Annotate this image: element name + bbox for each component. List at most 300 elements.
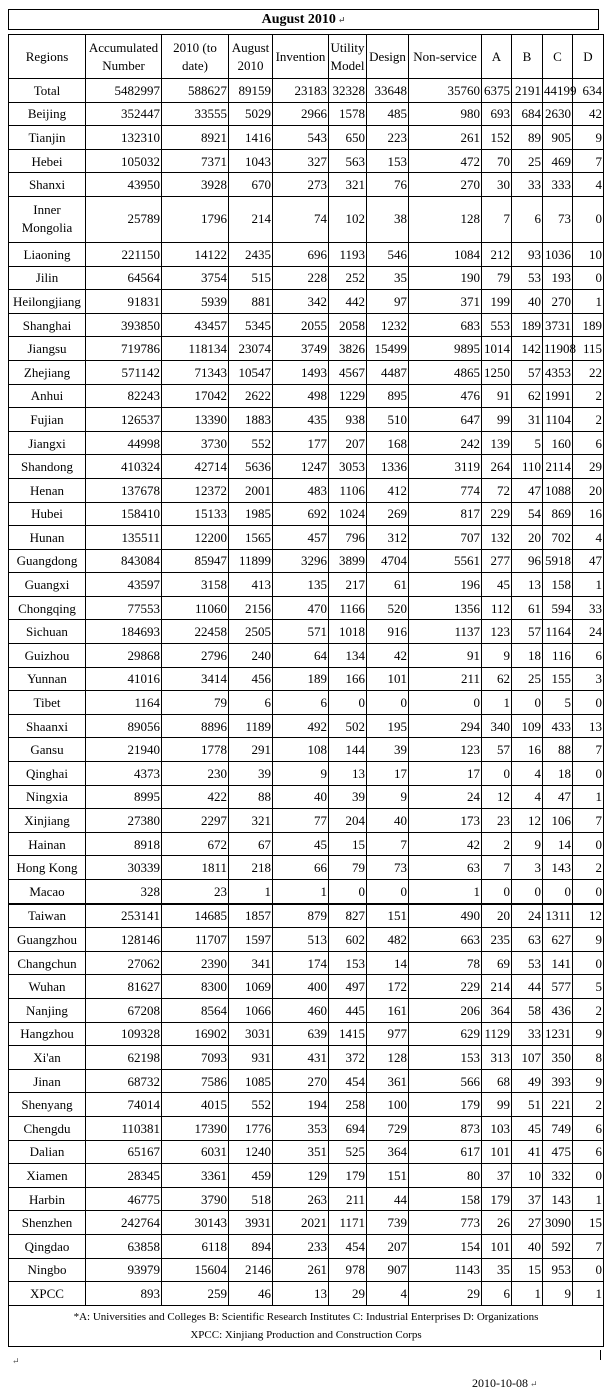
value-cell: 7 [573,1234,604,1258]
value-cell: 17390 [162,1116,229,1140]
value-cell: 498 [273,384,329,408]
value-cell: 73 [367,856,409,880]
table-row [9,102,604,126]
value-cell: 189 [512,313,543,337]
value-cell: 91 [482,384,512,408]
value-cell: 24 [512,904,543,928]
value-cell: 33 [573,596,604,620]
value-cell: 483 [273,478,329,502]
value-cell: 30143 [162,1211,229,1235]
table-row [9,667,604,691]
region-cell: Total [9,79,86,103]
value-cell: 13 [573,714,604,738]
value-cell: 634 [573,79,604,103]
value-cell: 445 [329,998,367,1022]
table-row [9,596,604,620]
table-row [9,149,604,173]
value-cell: 1416 [229,126,273,150]
value-cell: 470 [273,596,329,620]
table-row [9,290,604,314]
value-cell: 454 [329,1234,367,1258]
value-cell: 4704 [367,549,409,573]
value-cell: 3790 [162,1187,229,1211]
table-row [9,455,604,479]
value-cell: 707 [409,526,482,550]
value-cell: 38 [367,196,409,242]
value-cell: 291 [229,738,273,762]
value-cell: 63 [512,928,543,952]
value-cell: 141 [543,951,573,975]
value-cell: 893 [86,1282,162,1306]
value-cell: 895 [367,384,409,408]
value-cell: 827 [329,904,367,928]
value-cell: 177 [273,431,329,455]
value-cell: 6118 [162,1234,229,1258]
value-cell: 101 [482,1140,512,1164]
table-row [9,173,604,197]
value-cell: 134 [329,644,367,668]
value-cell: 33 [512,1022,543,1046]
value-cell: 16902 [162,1022,229,1046]
value-cell: 4487 [367,360,409,384]
value-cell: 258 [329,1093,367,1117]
region-cell: Qinghai [9,762,86,786]
table-row [9,242,604,266]
value-cell: 2435 [229,242,273,266]
value-cell: 442 [329,290,367,314]
value-cell: 24 [573,620,604,644]
value-cell: 433 [543,714,573,738]
value-cell: 13 [512,573,543,597]
value-cell: 327 [273,149,329,173]
region-cell: Henan [9,478,86,502]
table-row [9,526,604,550]
value-cell: 4353 [543,360,573,384]
value-cell: 0 [329,691,367,715]
value-cell: 1129 [482,1022,512,1046]
value-cell: 143 [543,1187,573,1211]
value-cell: 28345 [86,1164,162,1188]
value-cell: 12372 [162,478,229,502]
value-cell: 729 [367,1116,409,1140]
value-cell: 195 [367,714,409,738]
value-cell: 2 [573,998,604,1022]
value-cell: 89056 [86,714,162,738]
value-cell: 0 [329,880,367,904]
value-cell: 3749 [273,337,329,361]
value-cell: 977 [367,1022,409,1046]
value-cell: 42 [409,832,482,856]
value-cell: 79 [329,856,367,880]
value-cell: 158 [409,1187,482,1211]
region-cell: XPCC [9,1282,86,1306]
value-cell: 3826 [329,337,367,361]
region-cell: Sichuan [9,620,86,644]
value-cell: 873 [409,1116,482,1140]
value-cell: 907 [367,1258,409,1282]
value-cell: 321 [229,809,273,833]
value-cell: 7371 [162,149,229,173]
value-cell: 199 [482,290,512,314]
table-row [9,408,604,432]
table-row [9,1187,604,1211]
value-cell: 3 [512,856,543,880]
region-cell: Hunan [9,526,86,550]
value-cell: 2 [482,832,512,856]
value-cell: 128 [367,1046,409,1070]
value-cell: 228 [273,266,329,290]
value-cell: 12 [573,904,604,928]
value-cell: 0 [367,691,409,715]
value-cell: 435 [273,408,329,432]
value-cell: 7 [482,856,512,880]
value-cell: 99 [482,1093,512,1117]
region-cell: Beijing [9,102,86,126]
value-cell: 1778 [162,738,229,762]
value-cell: 270 [273,1069,329,1093]
value-cell: 9 [273,762,329,786]
value-cell: 35 [482,1258,512,1282]
value-cell: 57 [512,620,543,644]
value-cell: 12 [482,785,512,809]
value-cell: 8918 [86,832,162,856]
value-cell: 45 [482,573,512,597]
value-cell: 10547 [229,360,273,384]
value-cell: 2796 [162,644,229,668]
value-cell: 1857 [229,904,273,928]
value-cell: 1018 [329,620,367,644]
value-cell: 592 [543,1234,573,1258]
value-cell: 8300 [162,975,229,999]
value-cell: 207 [367,1234,409,1258]
value-cell: 1137 [409,620,482,644]
value-cell: 0 [573,880,604,904]
value-cell: 3414 [162,667,229,691]
value-cell: 0 [573,266,604,290]
value-cell: 179 [329,1164,367,1188]
value-cell: 223 [367,126,409,150]
paragraph-mark-icon: ↵ [337,15,346,25]
value-cell: 153 [367,149,409,173]
value-cell: 905 [543,126,573,150]
value-cell: 44998 [86,431,162,455]
value-cell: 63858 [86,1234,162,1258]
value-cell: 1 [573,573,604,597]
value-cell: 172 [367,975,409,999]
value-cell: 68 [482,1069,512,1093]
value-cell: 67208 [86,998,162,1022]
value-cell: 35 [367,266,409,290]
table-row [9,549,604,573]
value-cell: 6 [229,691,273,715]
value-cell: 65167 [86,1140,162,1164]
table-title [8,9,599,30]
value-cell: 80 [409,1164,482,1188]
value-cell: 9 [573,928,604,952]
region-cell: Fujian [9,408,86,432]
value-cell: 14122 [162,242,229,266]
value-cell: 64 [273,644,329,668]
value-cell: 1796 [162,196,229,242]
region-cell: Guangxi [9,573,86,597]
value-cell: 88 [229,785,273,809]
region-cell: Yunnan [9,667,86,691]
value-cell: 123 [482,620,512,644]
value-cell: 2622 [229,384,273,408]
value-cell: 739 [367,1211,409,1235]
value-cell: 393850 [86,313,162,337]
value-cell: 6 [482,1282,512,1306]
value-cell: 683 [409,313,482,337]
value-cell: 1164 [543,620,573,644]
value-cell: 1231 [543,1022,573,1046]
table-row [9,951,604,975]
table-row [9,928,604,952]
value-cell: 1985 [229,502,273,526]
value-cell: 0 [573,951,604,975]
value-cell: 0 [367,880,409,904]
value-cell: 217 [329,573,367,597]
value-cell: 54 [512,502,543,526]
value-cell: 1247 [273,455,329,479]
value-cell: 364 [367,1140,409,1164]
value-cell: 112 [482,596,512,620]
value-cell: 1 [482,691,512,715]
region-cell: Hangzhou [9,1022,86,1046]
table-row [9,809,604,833]
table-row [9,644,604,668]
value-cell: 240 [229,644,273,668]
value-cell: 74014 [86,1093,162,1117]
value-cell: 62 [482,667,512,691]
value-cell: 7 [573,149,604,173]
value-cell: 13 [329,762,367,786]
value-cell: 207 [329,431,367,455]
table-row [9,79,604,103]
value-cell: 79 [162,691,229,715]
value-cell: 57 [482,738,512,762]
value-cell: 294 [409,714,482,738]
value-cell: 2191 [512,79,543,103]
value-cell: 129 [273,1164,329,1188]
value-cell: 23183 [273,79,329,103]
table-row [9,431,604,455]
value-cell: 14 [367,951,409,975]
table-row [9,832,604,856]
value-cell: 81627 [86,975,162,999]
value-cell: 229 [482,502,512,526]
value-cell: 422 [162,785,229,809]
value-cell: 5345 [229,313,273,337]
value-cell: 364 [482,998,512,1022]
region-cell: Ningbo [9,1258,86,1282]
value-cell: 3031 [229,1022,273,1046]
value-cell: 352447 [86,102,162,126]
value-cell: 194 [273,1093,329,1117]
value-cell: 242764 [86,1211,162,1235]
value-cell: 894 [229,1234,273,1258]
value-cell: 6 [273,691,329,715]
value-cell: 206 [409,998,482,1022]
value-cell: 11908 [543,337,573,361]
value-cell: 647 [409,408,482,432]
value-cell: 89159 [229,79,273,103]
value-cell: 2 [573,384,604,408]
value-cell: 552 [229,431,273,455]
value-cell: 773 [409,1211,482,1235]
value-cell: 333 [543,173,573,197]
table-row [9,196,604,242]
value-cell: 5029 [229,102,273,126]
value-cell: 3731 [543,313,573,337]
value-cell: 61 [367,573,409,597]
value-cell: 46775 [86,1187,162,1211]
value-cell: 4865 [409,360,482,384]
value-cell: 89 [512,126,543,150]
column-header: Invention [273,35,329,79]
value-cell: 7093 [162,1046,229,1070]
region-cell: Taiwan [9,904,86,928]
value-cell: 43457 [162,313,229,337]
value-cell: 9895 [409,337,482,361]
value-cell: 11707 [162,928,229,952]
value-cell: 0 [573,691,604,715]
value-cell: 0 [573,1258,604,1282]
value-cell: 14 [543,832,573,856]
value-cell: 1597 [229,928,273,952]
value-cell: 4 [512,785,543,809]
value-cell: 62198 [86,1046,162,1070]
value-cell: 916 [367,620,409,644]
value-cell: 978 [329,1258,367,1282]
value-cell: 1 [573,1282,604,1306]
region-cell: Tibet [9,691,86,715]
footnote-xpcc: XPCC: Xinjiang Production and Construction Corps [190,1328,422,1341]
value-cell: 33 [512,173,543,197]
value-cell: 12200 [162,526,229,550]
value-cell: 5561 [409,549,482,573]
value-cell: 361 [367,1069,409,1093]
region-cell: Jilin [9,266,86,290]
value-cell: 110 [512,455,543,479]
value-cell: 525 [329,1140,367,1164]
value-cell: 42 [367,644,409,668]
region-cell: Ningxia [9,785,86,809]
value-cell: 0 [482,762,512,786]
value-cell: 79 [482,266,512,290]
value-cell: 100 [367,1093,409,1117]
value-cell: 128146 [86,928,162,952]
value-cell: 190 [409,266,482,290]
value-cell: 0 [573,196,604,242]
value-cell: 45 [512,1116,543,1140]
value-cell: 261 [409,126,482,150]
value-cell: 749 [543,1116,573,1140]
value-cell: 456 [229,667,273,691]
value-cell: 1088 [543,478,573,502]
value-cell: 37 [512,1187,543,1211]
value-cell: 1 [573,785,604,809]
value-cell: 261 [273,1258,329,1282]
value-cell: 39 [329,785,367,809]
value-cell: 221 [543,1093,573,1117]
table-row [9,856,604,880]
value-cell: 101 [482,1234,512,1258]
value-cell: 174 [273,951,329,975]
value-cell: 212 [482,242,512,266]
column-header: Regions [9,35,86,79]
value-cell: 242 [409,431,482,455]
value-cell: 29868 [86,644,162,668]
value-cell: 1578 [329,102,367,126]
value-cell: 543 [273,126,329,150]
value-cell: 5939 [162,290,229,314]
value-cell: 123 [409,738,482,762]
region-cell: Harbin [9,1187,86,1211]
value-cell: 49 [512,1069,543,1093]
region-cell: Jinan [9,1069,86,1093]
value-cell: 64564 [86,266,162,290]
value-cell: 69 [482,951,512,975]
value-cell: 67 [229,832,273,856]
table-row [9,785,604,809]
value-cell: 594 [543,596,573,620]
value-cell: 107 [512,1046,543,1070]
value-cell: 9 [573,126,604,150]
value-cell: 18 [512,644,543,668]
value-cell: 71343 [162,360,229,384]
value-cell: 332 [543,1164,573,1188]
value-cell: 233 [273,1234,329,1258]
value-cell: 6 [573,1116,604,1140]
value-cell: 351 [273,1140,329,1164]
value-cell: 43950 [86,173,162,197]
column-header: D [573,35,604,79]
table-row [9,714,604,738]
value-cell: 26 [482,1211,512,1235]
value-cell: 62 [512,384,543,408]
value-cell: 61 [512,596,543,620]
value-cell: 155 [543,667,573,691]
value-cell: 23 [482,809,512,833]
value-cell: 158 [543,573,573,597]
region-cell: Inner Mongolia [9,196,86,242]
value-cell: 1 [273,880,329,904]
table-row [9,1140,604,1164]
value-cell: 11899 [229,549,273,573]
value-cell: 2 [573,856,604,880]
table-row [9,1046,604,1070]
value-cell: 8564 [162,998,229,1022]
value-cell: 413 [229,573,273,597]
value-cell: 1565 [229,526,273,550]
region-cell: Shanghai [9,313,86,337]
value-cell: 588627 [162,79,229,103]
value-cell: 457 [273,526,329,550]
value-cell: 1240 [229,1140,273,1164]
value-cell: 29 [573,455,604,479]
value-cell: 497 [329,975,367,999]
value-cell: 229 [409,975,482,999]
value-cell: 17 [409,762,482,786]
value-cell: 128 [409,196,482,242]
table-row [9,313,604,337]
header-row [9,35,604,79]
value-cell: 76 [367,173,409,197]
value-cell: 5482997 [86,79,162,103]
value-cell: 214 [229,196,273,242]
value-cell: 46 [229,1282,273,1306]
